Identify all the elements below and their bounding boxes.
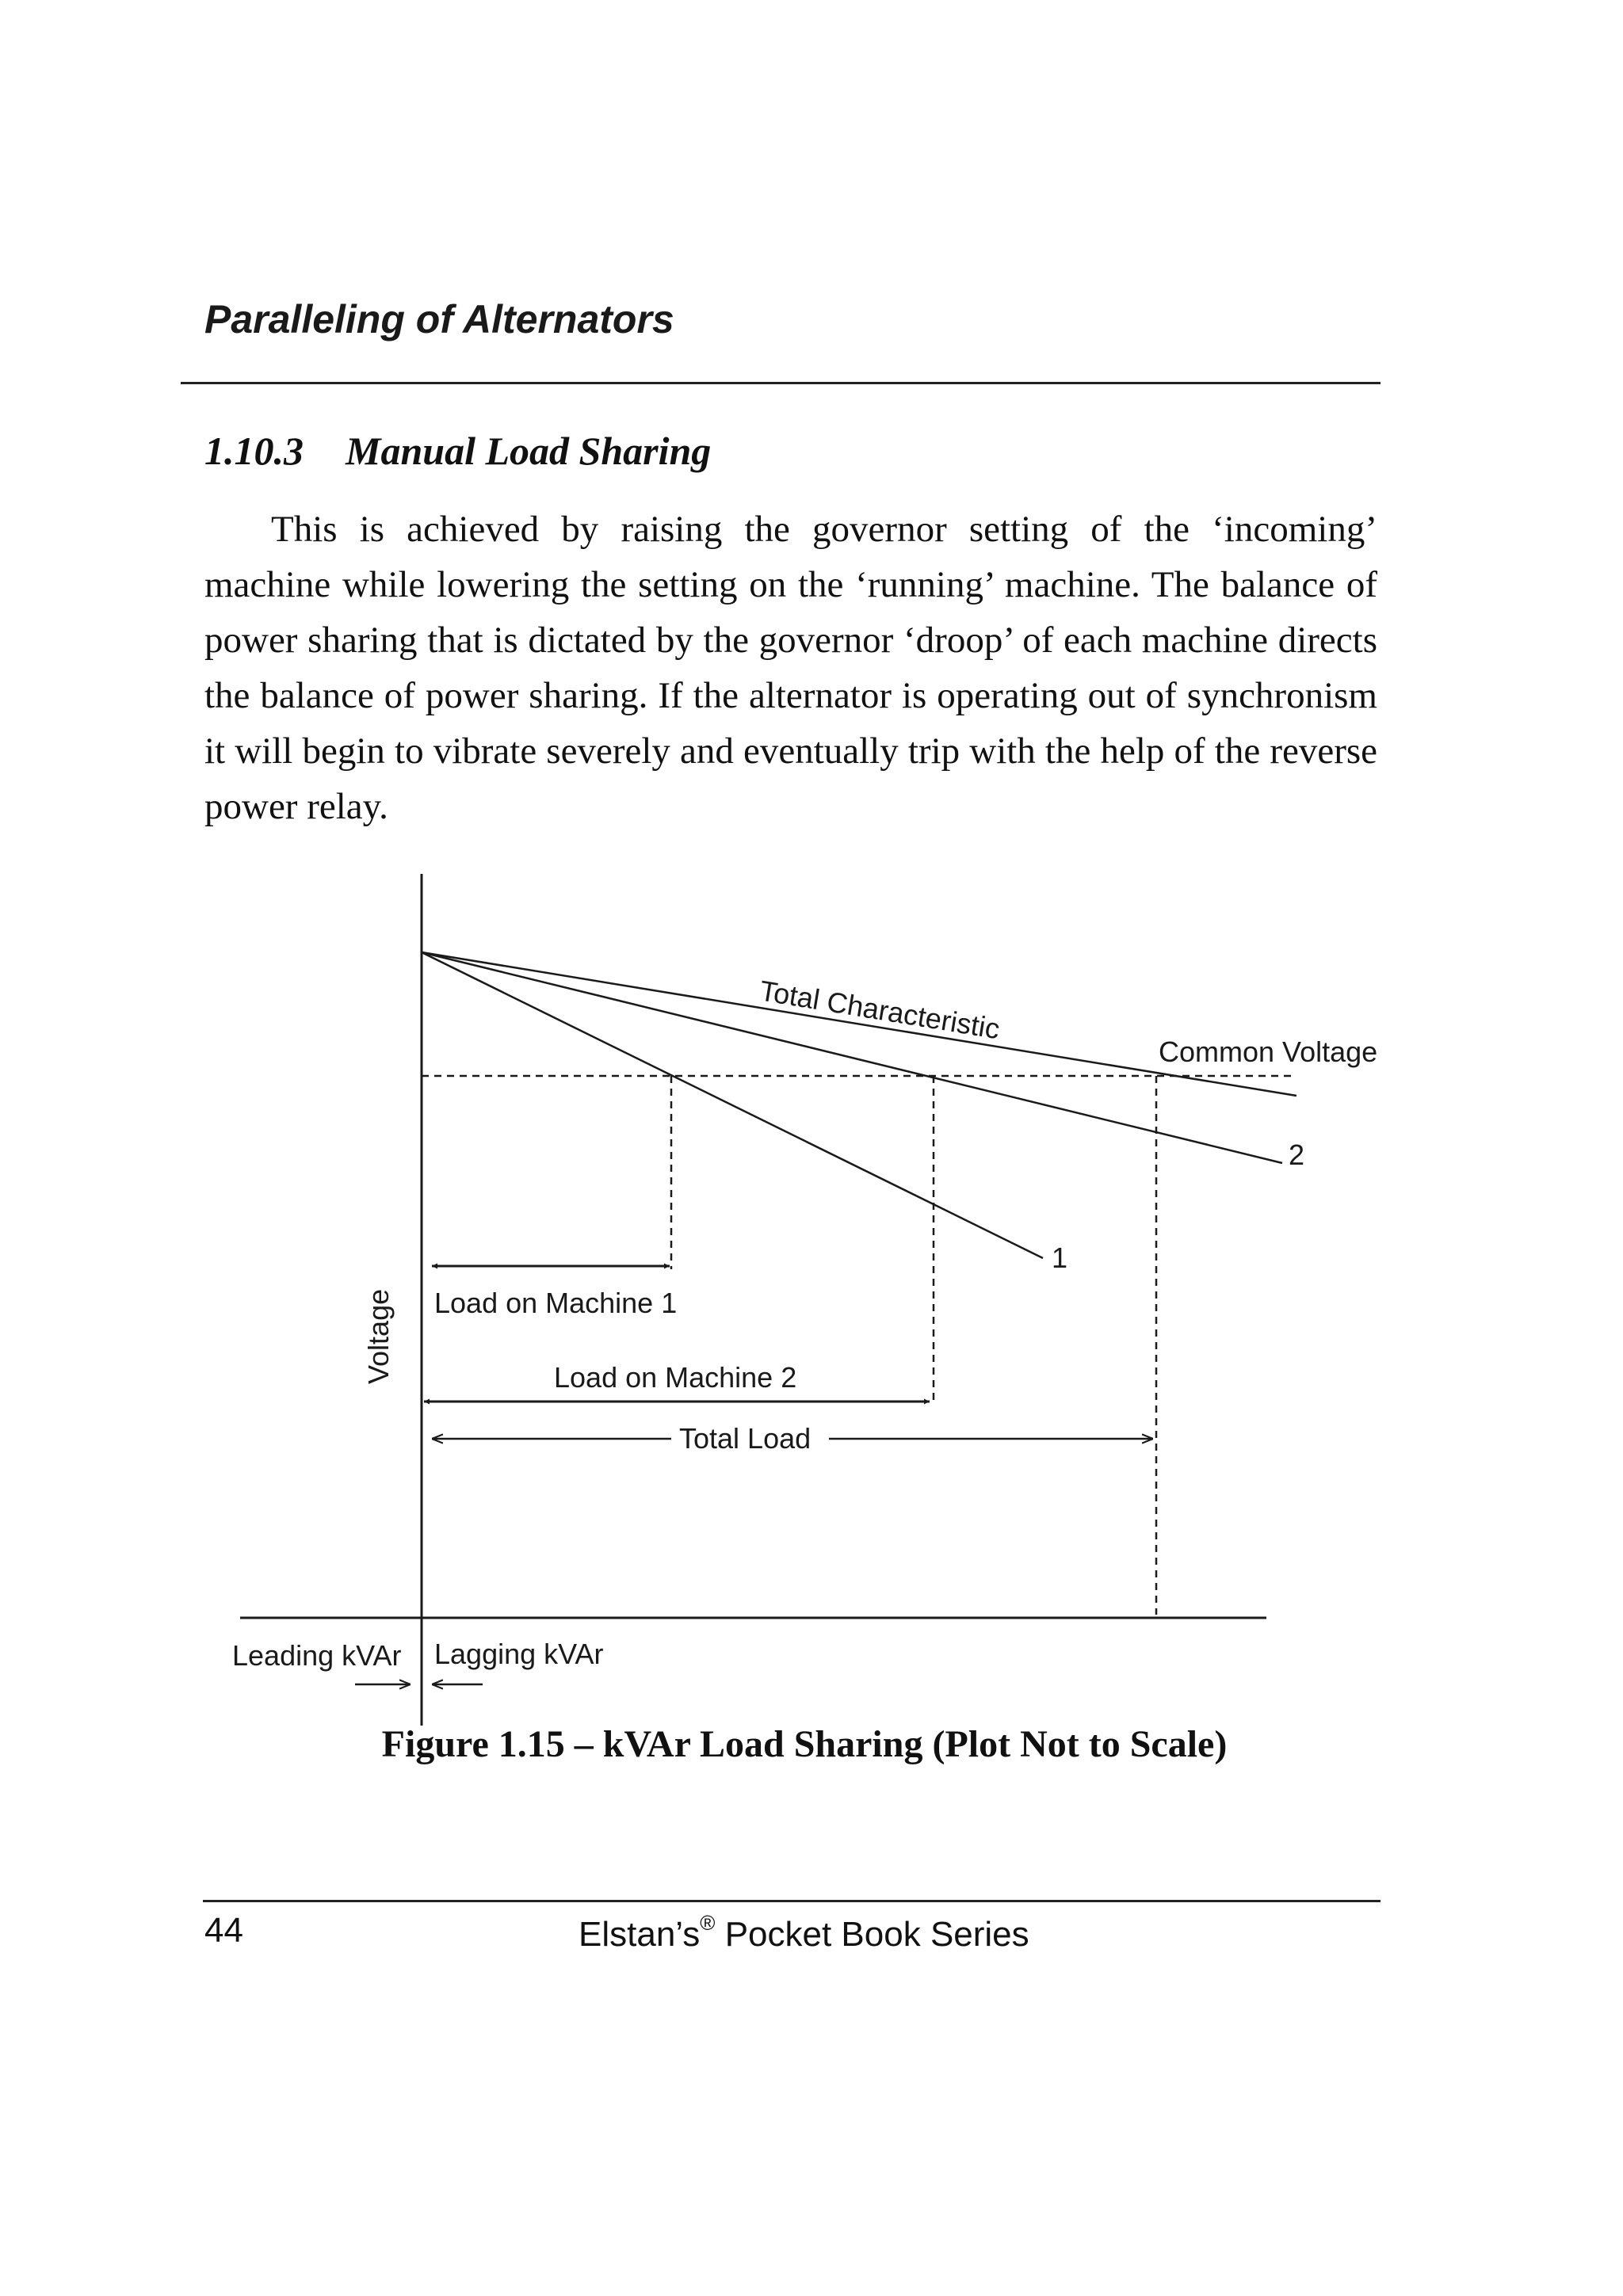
footer-rule (203, 1900, 1381, 1902)
lagging-kvar-label: Lagging kVAr (434, 1638, 604, 1670)
line-1-label: 1 (1052, 1241, 1068, 1274)
total-load-label: Total Load (679, 1422, 812, 1455)
book-series-name (579, 1911, 1029, 1955)
common-voltage-label: Common Voltage (1159, 1035, 1378, 1068)
voltage-axis-label: Voltage (362, 1288, 395, 1384)
line-2-label: 2 (1289, 1138, 1305, 1171)
page-number: 44 (204, 1911, 243, 1950)
registered-mark: ® (700, 1911, 716, 1935)
body-paragraph: This is achieved by raising the governor setting of the ‘incoming’ machine while lowering the setting on the ‘running’ machine. The balance of power sharing that is dictated by the governor ‘droop’ of each machine directs the balance of power sharing. If the alternator is operating out of synchronism it will begin to vibrate severely and eventually trip with the help of the reverse power relay. (204, 509, 1377, 827)
figure-caption: Figure 1.15 – kVAr Load Sharing (Plot Not to Scale) (381, 1723, 1228, 1765)
machine-1-characteristic-line (422, 952, 1043, 1258)
section-title: Manual Load Sharing (346, 429, 712, 473)
machine-2-characteristic-line (422, 952, 1282, 1163)
leading-kvar-label: Leading kVAr (232, 1639, 402, 1672)
load-machine-2-label: Load on Machine 2 (554, 1361, 797, 1394)
total-characteristic-line (422, 952, 1296, 1096)
section-number: 1.10.3 (204, 429, 304, 473)
series-name: Elstan’s (579, 1915, 701, 1954)
series-suffix: Pocket Book Series (724, 1915, 1029, 1954)
total-characteristic-label: Total Characteristic (757, 974, 1002, 1046)
load-machine-1-label: Load on Machine 1 (434, 1287, 678, 1319)
running-header-title: Paralleling of Alternators (204, 297, 674, 341)
